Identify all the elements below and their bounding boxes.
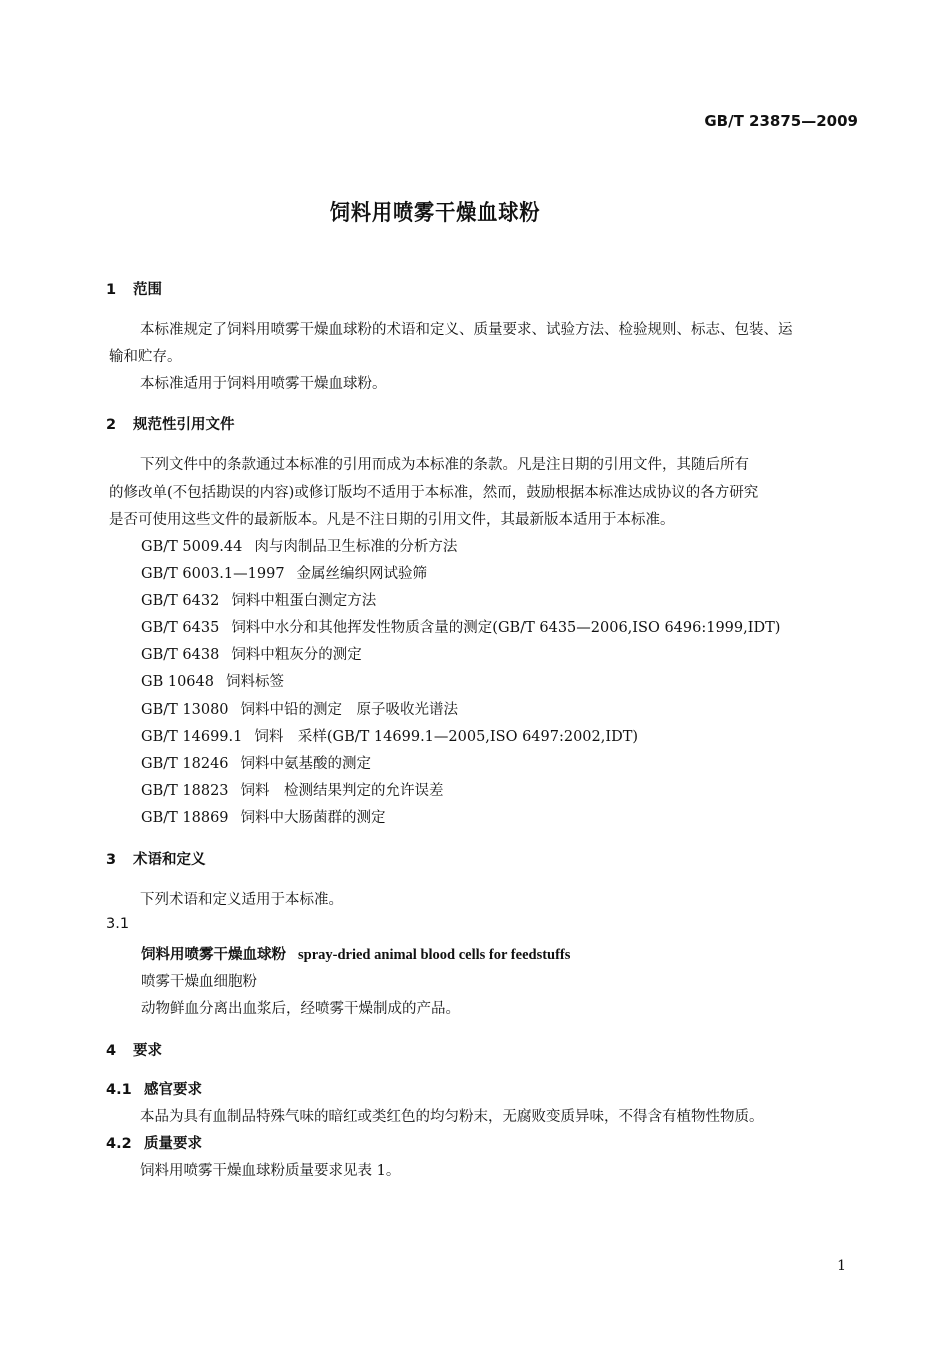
clause-4-1-heading xyxy=(106,1078,202,1099)
reference-item xyxy=(141,589,376,610)
clause-4-2-heading xyxy=(106,1132,202,1153)
term-chinese: 饲料用喷雾干燥血球粉 xyxy=(141,947,286,963)
paragraph: 是否可使用这些文件的最新版本。凡是不注日期的引用文件，其最新版本适用于本标准。 xyxy=(109,512,675,528)
clause-3-1-number: 3.1 xyxy=(106,916,130,932)
term-english: spray-dried animal blood cells for feedstuffs xyxy=(298,947,571,963)
term-entry xyxy=(141,943,570,964)
clause-number: 4.1 xyxy=(106,1082,132,1098)
section-number: 3 xyxy=(106,852,117,868)
section-number: 1 xyxy=(106,282,117,298)
reference-title: 饲料中铅的测定 原子吸收光谱法 xyxy=(240,702,459,718)
reference-title: 饲料 检测结果判定的允许误差 xyxy=(240,783,444,799)
paragraph: 本品为具有血制品特殊气味的暗红或类红色的均匀粉末，无腐败变质异味，不得含有植物性物质。 xyxy=(140,1109,764,1125)
standard-number: GB/T 23875—2009 xyxy=(704,112,858,130)
clause-title: 感官要求 xyxy=(144,1082,202,1098)
paragraph: 输和贮存。 xyxy=(109,349,182,365)
section-number: 2 xyxy=(106,417,117,433)
section-title: 要求 xyxy=(133,1043,162,1059)
reference-code: GB/T 14699.1 xyxy=(141,729,243,745)
reference-title: 饲料中粗蛋白测定方法 xyxy=(231,593,377,609)
reference-title: 金属丝编织网试验筛 xyxy=(296,566,428,582)
reference-item xyxy=(141,725,638,746)
reference-item xyxy=(141,535,457,556)
reference-code: GB/T 18823 xyxy=(141,783,229,799)
reference-title: 饲料中大肠菌群的测定 xyxy=(240,810,386,826)
reference-item xyxy=(141,806,386,827)
reference-title: 饲料 采样(GB/T 14699.1—2005,ISO 6497:2002,IDT) xyxy=(254,729,639,745)
section-3-heading xyxy=(106,848,206,869)
paragraph: 下列文件中的条款通过本标准的引用而成为本标准的条款。凡是注日期的引用文件，其随后所有 xyxy=(140,457,749,473)
section-2-heading xyxy=(106,413,235,434)
reference-code: GB/T 6438 xyxy=(141,647,220,663)
section-title: 术语和定义 xyxy=(133,852,206,868)
reference-item xyxy=(141,779,444,800)
page-number: 1 xyxy=(837,1258,846,1274)
reference-item xyxy=(141,643,362,664)
reference-item xyxy=(141,698,458,719)
reference-code: GB/T 18246 xyxy=(141,756,229,772)
reference-code: GB/T 13080 xyxy=(141,702,229,718)
document-title: 饲料用喷雾干燥血球粉 xyxy=(329,201,541,226)
reference-code: GB 10648 xyxy=(141,674,214,690)
section-title: 规范性引用文件 xyxy=(133,417,235,433)
reference-title: 饲料标签 xyxy=(225,674,284,690)
reference-code: GB/T 6432 xyxy=(141,593,220,609)
clause-number: 4.2 xyxy=(106,1136,132,1152)
paragraph: 本标准规定了饲料用喷雾干燥血球粉的术语和定义、质量要求、试验方法、检验规则、标志、包装、运 xyxy=(140,322,793,338)
paragraph: 的修改单(不包括勘误的内容)或修订版均不适用于本标准，然而，鼓励根据本标准达成协议的各方研究 xyxy=(109,485,759,501)
reference-item xyxy=(141,752,371,773)
reference-title: 饲料中氨基酸的测定 xyxy=(240,756,372,772)
reference-title: 饲料中水分和其他挥发性物质含量的测定(GB/T 6435—2006,ISO 6496:1999,IDT) xyxy=(231,620,781,636)
reference-title: 肉与肉制品卫生标准的分析方法 xyxy=(254,539,458,555)
section-title: 范围 xyxy=(133,282,162,298)
section-number: 4 xyxy=(106,1043,117,1059)
reference-item xyxy=(141,670,284,691)
section-4-heading xyxy=(106,1039,162,1060)
paragraph: 饲料用喷雾干燥血球粉质量要求见表 1。 xyxy=(140,1163,401,1179)
reference-code: GB/T 18869 xyxy=(141,810,229,826)
reference-item xyxy=(141,562,427,583)
term-synonym: 喷雾干燥血细胞粉 xyxy=(141,974,257,990)
term-definition: 动物鲜血分离出血浆后，经喷雾干燥制成的产品。 xyxy=(141,1001,460,1017)
reference-code: GB/T 6003.1—1997 xyxy=(141,566,285,582)
paragraph: 本标准适用于饲料用喷雾干燥血球粉。 xyxy=(140,376,387,392)
paragraph: 下列术语和定义适用于本标准。 xyxy=(140,892,343,908)
reference-code: GB/T 6435 xyxy=(141,620,220,636)
reference-item xyxy=(141,616,780,637)
reference-code: GB/T 5009.44 xyxy=(141,539,243,555)
clause-title: 质量要求 xyxy=(144,1136,202,1152)
reference-title: 饲料中粗灰分的测定 xyxy=(231,647,362,663)
section-1-heading xyxy=(106,278,162,299)
